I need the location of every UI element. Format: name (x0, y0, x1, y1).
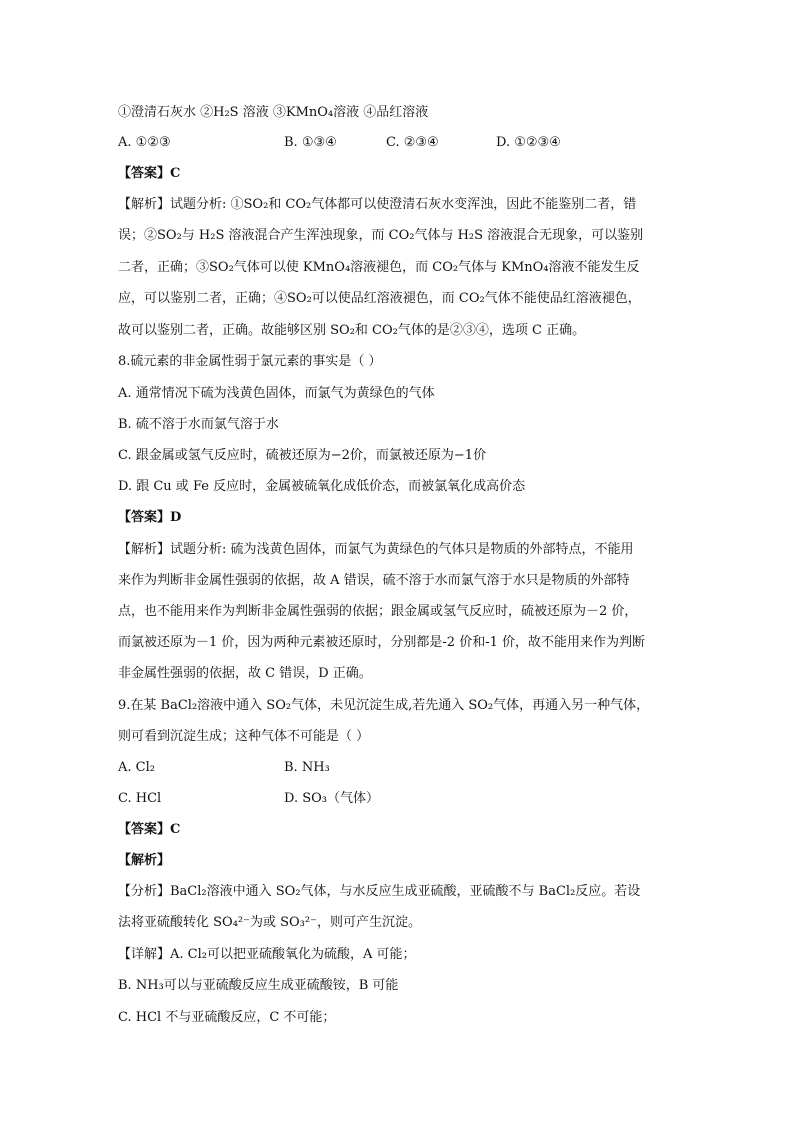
q8-option-c: C. 跟金属或氢气反应时，硫被还原为−2价，而氯被还原为−1价 (118, 448, 487, 463)
q9-analysis-line: 法将亚硫酸转化 SO₄²⁻为或 SO₃²⁻，则可产生沉淀。 (118, 915, 421, 930)
q9-stem-line: 则可看到沉淀生成；这种气体不可能是（ ） (118, 729, 370, 744)
q8-analysis-line: 点，也不能用来作为判断非金属性强弱的依据；跟金属或氢气反应时，硫被还原为－2 价， (118, 604, 638, 619)
q9-analysis-line: 【分析】BaCl₂溶液中通入 SO₂气体，与水反应生成亚硫酸，亚硫酸不与 BaCl₂反应。若设 (118, 884, 641, 899)
q7-option-b: B. ①③④ (284, 135, 337, 150)
q9-option-d: D. SO₃（气体） (284, 791, 379, 806)
q8-analysis-line: 非金属性强弱的依据，故 C 错误，D 正确。 (118, 666, 372, 681)
q9-analysis-title: 【解析】 (118, 853, 171, 868)
q7-option-d: D. ①②③④ (496, 135, 561, 150)
q9-stem-line: 9.在某 BaCl₂溶液中通入 SO₂气体，未见沉淀生成,若先通入 SO₂气体，再通入另一种气体， (118, 698, 650, 713)
q9-option-b: B. NH₃ (284, 760, 330, 775)
q8-answer: 【答案】D (118, 510, 182, 525)
q9-analysis-line: B. NH₃可以与亚硫酸反应生成亚硫酸铵，B 可能 (118, 978, 399, 993)
q7-analysis-line: 故可以鉴别二者，正确。故能够区别 SO₂和 CO₂气体的是②③④，选项 C 正确。 (118, 323, 586, 338)
q7-answer: 【答案】C (118, 166, 181, 181)
q7-analysis-line: 【解析】试题分析: ①SO₂和 CO₂气体都可以使澄清石灰水变浑浊，因此不能鉴别二者，错 (118, 197, 637, 212)
q8-analysis-line: 【解析】试题分析: 硫为浅黄色固体，而氯气为黄绿色的气体只是物质的外部特点，不能用 (118, 542, 634, 557)
q8-option-b: B. 硫不溶于水而氯气溶于水 (118, 417, 279, 432)
q7-items: ①澄清石灰水 ②H₂S 溶液 ③KMnO₄溶液 ④品红溶液 (118, 105, 429, 120)
q7-analysis-line: 应，可以鉴别二者，正确；④SO₂可以使品红溶液褪色，而 CO₂气体不能使品红溶液褪色， (118, 291, 641, 306)
q9-analysis-line: C. HCl 不与亚硫酸反应，C 不可能； (118, 1010, 336, 1025)
q7-option-a: A. ①②③ (118, 135, 171, 150)
q8-analysis-line: 来作为判断非金属性强弱的依据，故 A 错误，硫不溶于水而氯气溶于水只是物质的外部特 (118, 573, 630, 588)
q8-stem: 8.硫元素的非金属性弱于氯元素的事实是（ ） (118, 354, 382, 369)
q7-analysis-line: 二者，正确；③SO₂气体可以使 KMnO₄溶液褪色，而 CO₂气体与 KMnO₄溶液不能发生反 (118, 260, 640, 275)
q9-option-a: A. Cl₂ (118, 760, 155, 775)
q9-answer: 【答案】C (118, 822, 181, 837)
q9-analysis-line: 【详解】A. Cl₂可以把亚硫酸氧化为硫酸，A 可能； (118, 947, 416, 962)
q8-analysis-line: 而氯被还原为－1 价，因为两种元素被还原时，分别都是-2 价和-1 价，故不能用来作为判断 (118, 635, 645, 650)
q8-option-a: A. 通常情况下硫为浅黄色固体，而氯气为黄绿色的气体 (118, 386, 435, 401)
q7-analysis-line: 误；②SO₂与 H₂S 溶液混合产生浑浊现象，而 CO₂气体与 H₂S 溶液混合无现象，可以鉴别 (118, 228, 644, 243)
q9-option-c: C. HCl (118, 791, 162, 806)
q8-option-d: D. 跟 Cu 或 Fe 反应时，金属被硫氧化成低价态，而被氯氧化成高价态 (118, 479, 526, 494)
q7-option-c: C. ②③④ (386, 135, 439, 150)
